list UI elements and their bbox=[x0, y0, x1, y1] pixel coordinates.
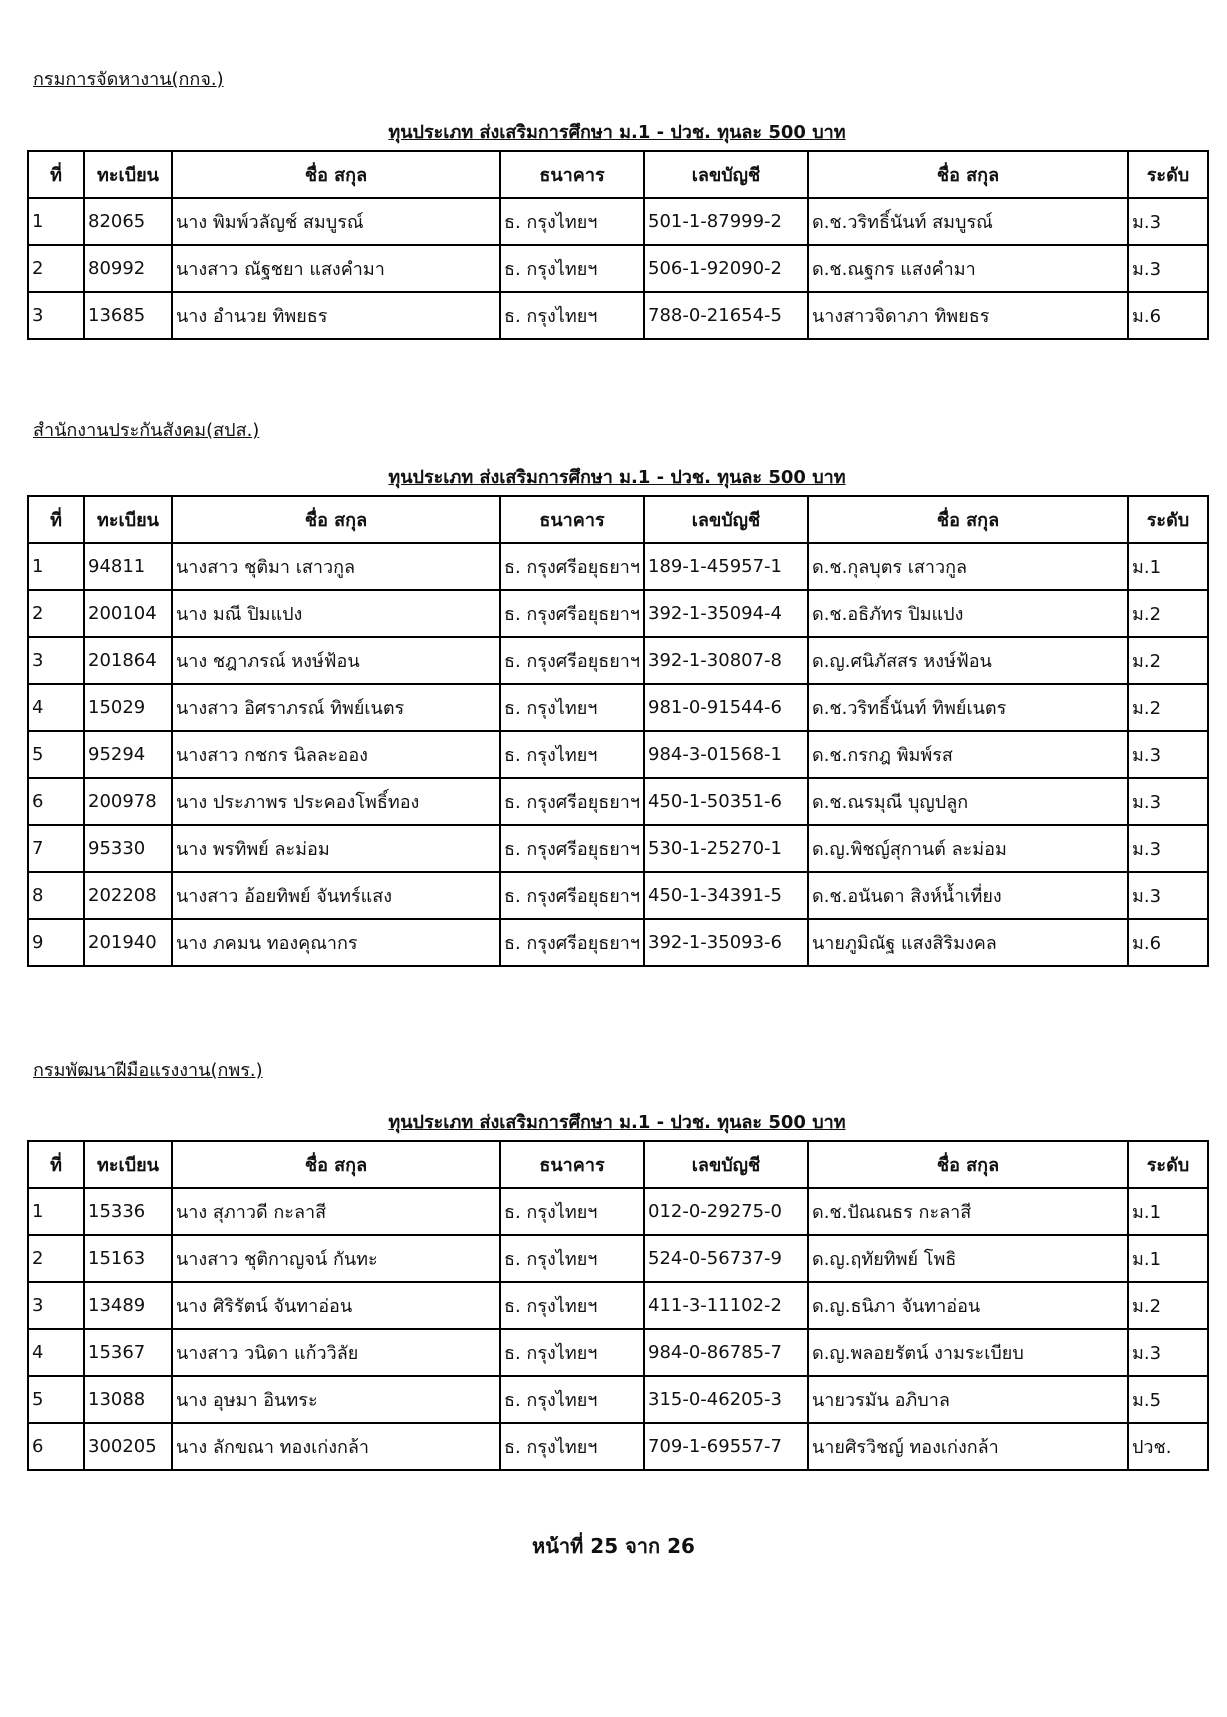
col-account: 450-1-34391-5 bbox=[644, 872, 808, 919]
col-bank: ธ. กรุงศรีอยุธยาฯ bbox=[500, 637, 644, 684]
col-child-name: ด.ช.วริทธิ์นันท์ สมบูรณ์ bbox=[808, 198, 1128, 245]
table-row bbox=[28, 731, 1208, 778]
col-account: 392-1-35094-4 bbox=[644, 590, 808, 637]
col-registration: 15367 bbox=[84, 1329, 172, 1376]
col-registration: 15163 bbox=[84, 1235, 172, 1282]
col-bank: ธ. กรุงไทยฯ bbox=[500, 245, 644, 292]
column-header: ที่ bbox=[28, 151, 84, 198]
col-index: 2 bbox=[28, 590, 84, 637]
col-child-name: นายภูมิณัฐ แสงสิริมงคล bbox=[808, 919, 1128, 966]
col-registration: 200104 bbox=[84, 590, 172, 637]
col-index: 6 bbox=[28, 778, 84, 825]
column-header: เลขบัญชี bbox=[644, 151, 808, 198]
table-row bbox=[28, 198, 1208, 245]
col-registration: 80992 bbox=[84, 245, 172, 292]
col-child-name: ด.ช.กรกฎ พิมพ์รส bbox=[808, 731, 1128, 778]
col-level: ม.3 bbox=[1128, 245, 1208, 292]
table-row bbox=[28, 684, 1208, 731]
column-header: ระดับ bbox=[1128, 151, 1208, 198]
col-account: 981-0-91544-6 bbox=[644, 684, 808, 731]
col-bank: ธ. กรุงไทยฯ bbox=[500, 1282, 644, 1329]
col-registration: 13685 bbox=[84, 292, 172, 339]
col-child-name: ด.ญ.ฤทัยทิพย์ โพธิ bbox=[808, 1235, 1128, 1282]
col-child-name: ด.ญ.ศนิภัสสร หงษ์ฟ้อน bbox=[808, 637, 1128, 684]
col-index: 1 bbox=[28, 543, 84, 590]
col-account: 501-1-87999-2 bbox=[644, 198, 808, 245]
column-header: ทะเบียน bbox=[84, 1141, 172, 1188]
col-registration: 15029 bbox=[84, 684, 172, 731]
col-registration: 94811 bbox=[84, 543, 172, 590]
col-level: ม.3 bbox=[1128, 872, 1208, 919]
col-bank: ธ. กรุงศรีอยุธยาฯ bbox=[500, 543, 644, 590]
col-index: 5 bbox=[28, 731, 84, 778]
col-registration: 13088 bbox=[84, 1376, 172, 1423]
column-header: เลขบัญชี bbox=[644, 496, 808, 543]
table-row bbox=[28, 590, 1208, 637]
table-row bbox=[28, 872, 1208, 919]
col-account: 506-1-92090-2 bbox=[644, 245, 808, 292]
column-header: ทะเบียน bbox=[84, 151, 172, 198]
col-bank: ธ. กรุงไทยฯ bbox=[500, 1376, 644, 1423]
col-member-name: นาง ศิริรัตน์ จันทาอ่อน bbox=[172, 1282, 500, 1329]
col-level: ม.2 bbox=[1128, 1282, 1208, 1329]
col-level: ม.3 bbox=[1128, 198, 1208, 245]
column-header: ธนาคาร bbox=[500, 496, 644, 543]
col-index: 2 bbox=[28, 1235, 84, 1282]
department-heading: สำนักงานประกันสังคม(สปส.) bbox=[33, 420, 260, 441]
col-member-name: นางสาว กชกร นิลละออง bbox=[172, 731, 500, 778]
col-index: 3 bbox=[28, 637, 84, 684]
page-number: หน้าที่ 25 จาก 26 bbox=[532, 1534, 695, 1558]
col-member-name: นาง ลักขณา ทองเก่งกล้า bbox=[172, 1423, 500, 1470]
col-child-name: นายศิรวิชญ์ ทองเก่งกล้า bbox=[808, 1423, 1128, 1470]
column-header: ชื่อ สกุล bbox=[172, 1141, 500, 1188]
col-index: 3 bbox=[28, 292, 84, 339]
table-header-row bbox=[28, 1141, 1208, 1188]
col-member-name: นาง พรทิพย์ ละม่อม bbox=[172, 825, 500, 872]
col-bank: ธ. กรุงไทยฯ bbox=[500, 292, 644, 339]
col-account: 530-1-25270-1 bbox=[644, 825, 808, 872]
col-child-name: ด.ญ.พลอยรัตน์ งามระเบียบ bbox=[808, 1329, 1128, 1376]
grant-subtitle: ทุนประเภท ส่งเสริมการศึกษา ม.1 - ปวช. ทุนละ 500 บาท bbox=[388, 122, 846, 143]
col-child-name: ด.ช.กุลบุตร เสาวกูล bbox=[808, 543, 1128, 590]
col-child-name: ด.ช.อนันดา สิงห์น้ำเที่ยง bbox=[808, 872, 1128, 919]
col-index: 7 bbox=[28, 825, 84, 872]
col-index: 5 bbox=[28, 1376, 84, 1423]
col-account: 524-0-56737-9 bbox=[644, 1235, 808, 1282]
col-registration: 300205 bbox=[84, 1423, 172, 1470]
col-index: 1 bbox=[28, 198, 84, 245]
col-registration: 15336 bbox=[84, 1188, 172, 1235]
col-account: 189-1-45957-1 bbox=[644, 543, 808, 590]
col-member-name: นาง พิมพ์วลัญช์ สมบูรณ์ bbox=[172, 198, 500, 245]
col-bank: ธ. กรุงศรีอยุธยาฯ bbox=[500, 778, 644, 825]
col-registration: 201940 bbox=[84, 919, 172, 966]
col-account: 411-3-11102-2 bbox=[644, 1282, 808, 1329]
grant-table bbox=[27, 150, 1209, 340]
col-index: 6 bbox=[28, 1423, 84, 1470]
col-child-name: ด.ช.ณฐกร แสงคำมา bbox=[808, 245, 1128, 292]
col-level: ม.1 bbox=[1128, 1188, 1208, 1235]
col-level: ม.1 bbox=[1128, 543, 1208, 590]
col-account: 012-0-29275-0 bbox=[644, 1188, 808, 1235]
col-child-name: ด.ช.ณรมุณี บุญปลูก bbox=[808, 778, 1128, 825]
col-member-name: นาง ประภาพร ประคองโพธิ์ทอง bbox=[172, 778, 500, 825]
col-bank: ธ. กรุงศรีอยุธยาฯ bbox=[500, 590, 644, 637]
col-account: 315-0-46205-3 bbox=[644, 1376, 808, 1423]
col-child-name: นางสาวจิดาภา ทิพยธร bbox=[808, 292, 1128, 339]
col-account: 392-1-35093-6 bbox=[644, 919, 808, 966]
col-member-name: นางสาว อิศราภรณ์ ทิพย์เนตร bbox=[172, 684, 500, 731]
column-header: ที่ bbox=[28, 496, 84, 543]
col-account: 392-1-30807-8 bbox=[644, 637, 808, 684]
col-registration: 200978 bbox=[84, 778, 172, 825]
table-row bbox=[28, 543, 1208, 590]
col-account: 450-1-50351-6 bbox=[644, 778, 808, 825]
table-row bbox=[28, 1376, 1208, 1423]
column-header: ทะเบียน bbox=[84, 496, 172, 543]
column-header: ชื่อ สกุล bbox=[808, 496, 1128, 543]
col-bank: ธ. กรุงไทยฯ bbox=[500, 1423, 644, 1470]
column-header: ชื่อ สกุล bbox=[808, 151, 1128, 198]
col-level: ม.2 bbox=[1128, 590, 1208, 637]
col-member-name: นาง อำนวย ทิพยธร bbox=[172, 292, 500, 339]
table-header-row bbox=[28, 151, 1208, 198]
col-level: ม.3 bbox=[1128, 731, 1208, 778]
col-child-name: ด.ญ.ธนิภา จันทาอ่อน bbox=[808, 1282, 1128, 1329]
col-member-name: นาง มณี ปิมแปง bbox=[172, 590, 500, 637]
col-member-name: นางสาว ชุติกาญจน์ กันทะ bbox=[172, 1235, 500, 1282]
col-registration: 95330 bbox=[84, 825, 172, 872]
col-level: ม.6 bbox=[1128, 292, 1208, 339]
table-row bbox=[28, 919, 1208, 966]
col-child-name: ด.ช.อธิภัทร ปิมแปง bbox=[808, 590, 1128, 637]
col-index: 3 bbox=[28, 1282, 84, 1329]
column-header: ชื่อ สกุล bbox=[172, 496, 500, 543]
table-header-row bbox=[28, 496, 1208, 543]
table-row bbox=[28, 292, 1208, 339]
column-header: ที่ bbox=[28, 1141, 84, 1188]
table-row bbox=[28, 778, 1208, 825]
column-header: ระดับ bbox=[1128, 1141, 1208, 1188]
col-index: 1 bbox=[28, 1188, 84, 1235]
col-child-name: ด.ช.ปัณณธร กะลาสี bbox=[808, 1188, 1128, 1235]
col-level: ม.3 bbox=[1128, 825, 1208, 872]
column-header: ธนาคาร bbox=[500, 1141, 644, 1188]
col-member-name: นางสาว ชุติมา เสาวกูล bbox=[172, 543, 500, 590]
grant-subtitle: ทุนประเภท ส่งเสริมการศึกษา ม.1 - ปวช. ทุนละ 500 บาท bbox=[388, 1112, 846, 1133]
column-header: เลขบัญชี bbox=[644, 1141, 808, 1188]
col-level: ม.2 bbox=[1128, 684, 1208, 731]
column-header: ระดับ bbox=[1128, 496, 1208, 543]
column-header: ธนาคาร bbox=[500, 151, 644, 198]
table-row bbox=[28, 1329, 1208, 1376]
col-bank: ธ. กรุงไทยฯ bbox=[500, 1329, 644, 1376]
col-level: ม.5 bbox=[1128, 1376, 1208, 1423]
grant-table bbox=[27, 495, 1209, 967]
col-child-name: ด.ญ.พิชญ์สุกานต์ ละม่อม bbox=[808, 825, 1128, 872]
department-heading: กรมการจัดหางาน(กกจ.) bbox=[33, 69, 224, 90]
col-member-name: นาง สุภาวดี กะลาสี bbox=[172, 1188, 500, 1235]
col-registration: 95294 bbox=[84, 731, 172, 778]
department-heading: กรมพัฒนาฝีมือแรงงาน(กพร.) bbox=[33, 1060, 263, 1081]
col-bank: ธ. กรุงไทยฯ bbox=[500, 731, 644, 778]
col-level: ม.3 bbox=[1128, 778, 1208, 825]
col-bank: ธ. กรุงศรีอยุธยาฯ bbox=[500, 919, 644, 966]
col-level: ปวช. bbox=[1128, 1423, 1208, 1470]
col-account: 984-0-86785-7 bbox=[644, 1329, 808, 1376]
column-header: ชื่อ สกุล bbox=[172, 151, 500, 198]
col-member-name: นาง ภคมน ทองคุณากร bbox=[172, 919, 500, 966]
table-row bbox=[28, 245, 1208, 292]
col-child-name: ด.ช.วริทธิ์นันท์ ทิพย์เนตร bbox=[808, 684, 1128, 731]
col-bank: ธ. กรุงไทยฯ bbox=[500, 198, 644, 245]
col-registration: 202208 bbox=[84, 872, 172, 919]
col-index: 9 bbox=[28, 919, 84, 966]
col-level: ม.6 bbox=[1128, 919, 1208, 966]
col-level: ม.3 bbox=[1128, 1329, 1208, 1376]
col-level: ม.1 bbox=[1128, 1235, 1208, 1282]
col-account: 984-3-01568-1 bbox=[644, 731, 808, 778]
col-level: ม.2 bbox=[1128, 637, 1208, 684]
col-registration: 201864 bbox=[84, 637, 172, 684]
col-member-name: นาง ชฎาภรณ์ หงษ์ฟ้อน bbox=[172, 637, 500, 684]
col-bank: ธ. กรุงศรีอยุธยาฯ bbox=[500, 872, 644, 919]
col-account: 709-1-69557-7 bbox=[644, 1423, 808, 1470]
col-member-name: นางสาว ณัฐชยา แสงคำมา bbox=[172, 245, 500, 292]
grant-subtitle: ทุนประเภท ส่งเสริมการศึกษา ม.1 - ปวช. ทุนละ 500 บาท bbox=[388, 467, 846, 488]
column-header: ชื่อ สกุล bbox=[808, 1141, 1128, 1188]
col-index: 8 bbox=[28, 872, 84, 919]
col-member-name: นาง อุษมา อินทระ bbox=[172, 1376, 500, 1423]
col-bank: ธ. กรุงไทยฯ bbox=[500, 1235, 644, 1282]
table-row bbox=[28, 1423, 1208, 1470]
table-row bbox=[28, 1188, 1208, 1235]
col-registration: 13489 bbox=[84, 1282, 172, 1329]
table-row bbox=[28, 1282, 1208, 1329]
col-child-name: นายวรมัน อภิบาล bbox=[808, 1376, 1128, 1423]
col-index: 4 bbox=[28, 1329, 84, 1376]
col-bank: ธ. กรุงไทยฯ bbox=[500, 684, 644, 731]
col-bank: ธ. กรุงไทยฯ bbox=[500, 1188, 644, 1235]
table-row bbox=[28, 825, 1208, 872]
table-row bbox=[28, 1235, 1208, 1282]
col-registration: 82065 bbox=[84, 198, 172, 245]
col-index: 4 bbox=[28, 684, 84, 731]
col-bank: ธ. กรุงศรีอยุธยาฯ bbox=[500, 825, 644, 872]
table-row bbox=[28, 637, 1208, 684]
col-index: 2 bbox=[28, 245, 84, 292]
col-member-name: นางสาว วนิดา แก้ววิลัย bbox=[172, 1329, 500, 1376]
grant-table bbox=[27, 1140, 1209, 1471]
col-member-name: นางสาว อ้อยทิพย์ จันทร์แสง bbox=[172, 872, 500, 919]
col-account: 788-0-21654-5 bbox=[644, 292, 808, 339]
